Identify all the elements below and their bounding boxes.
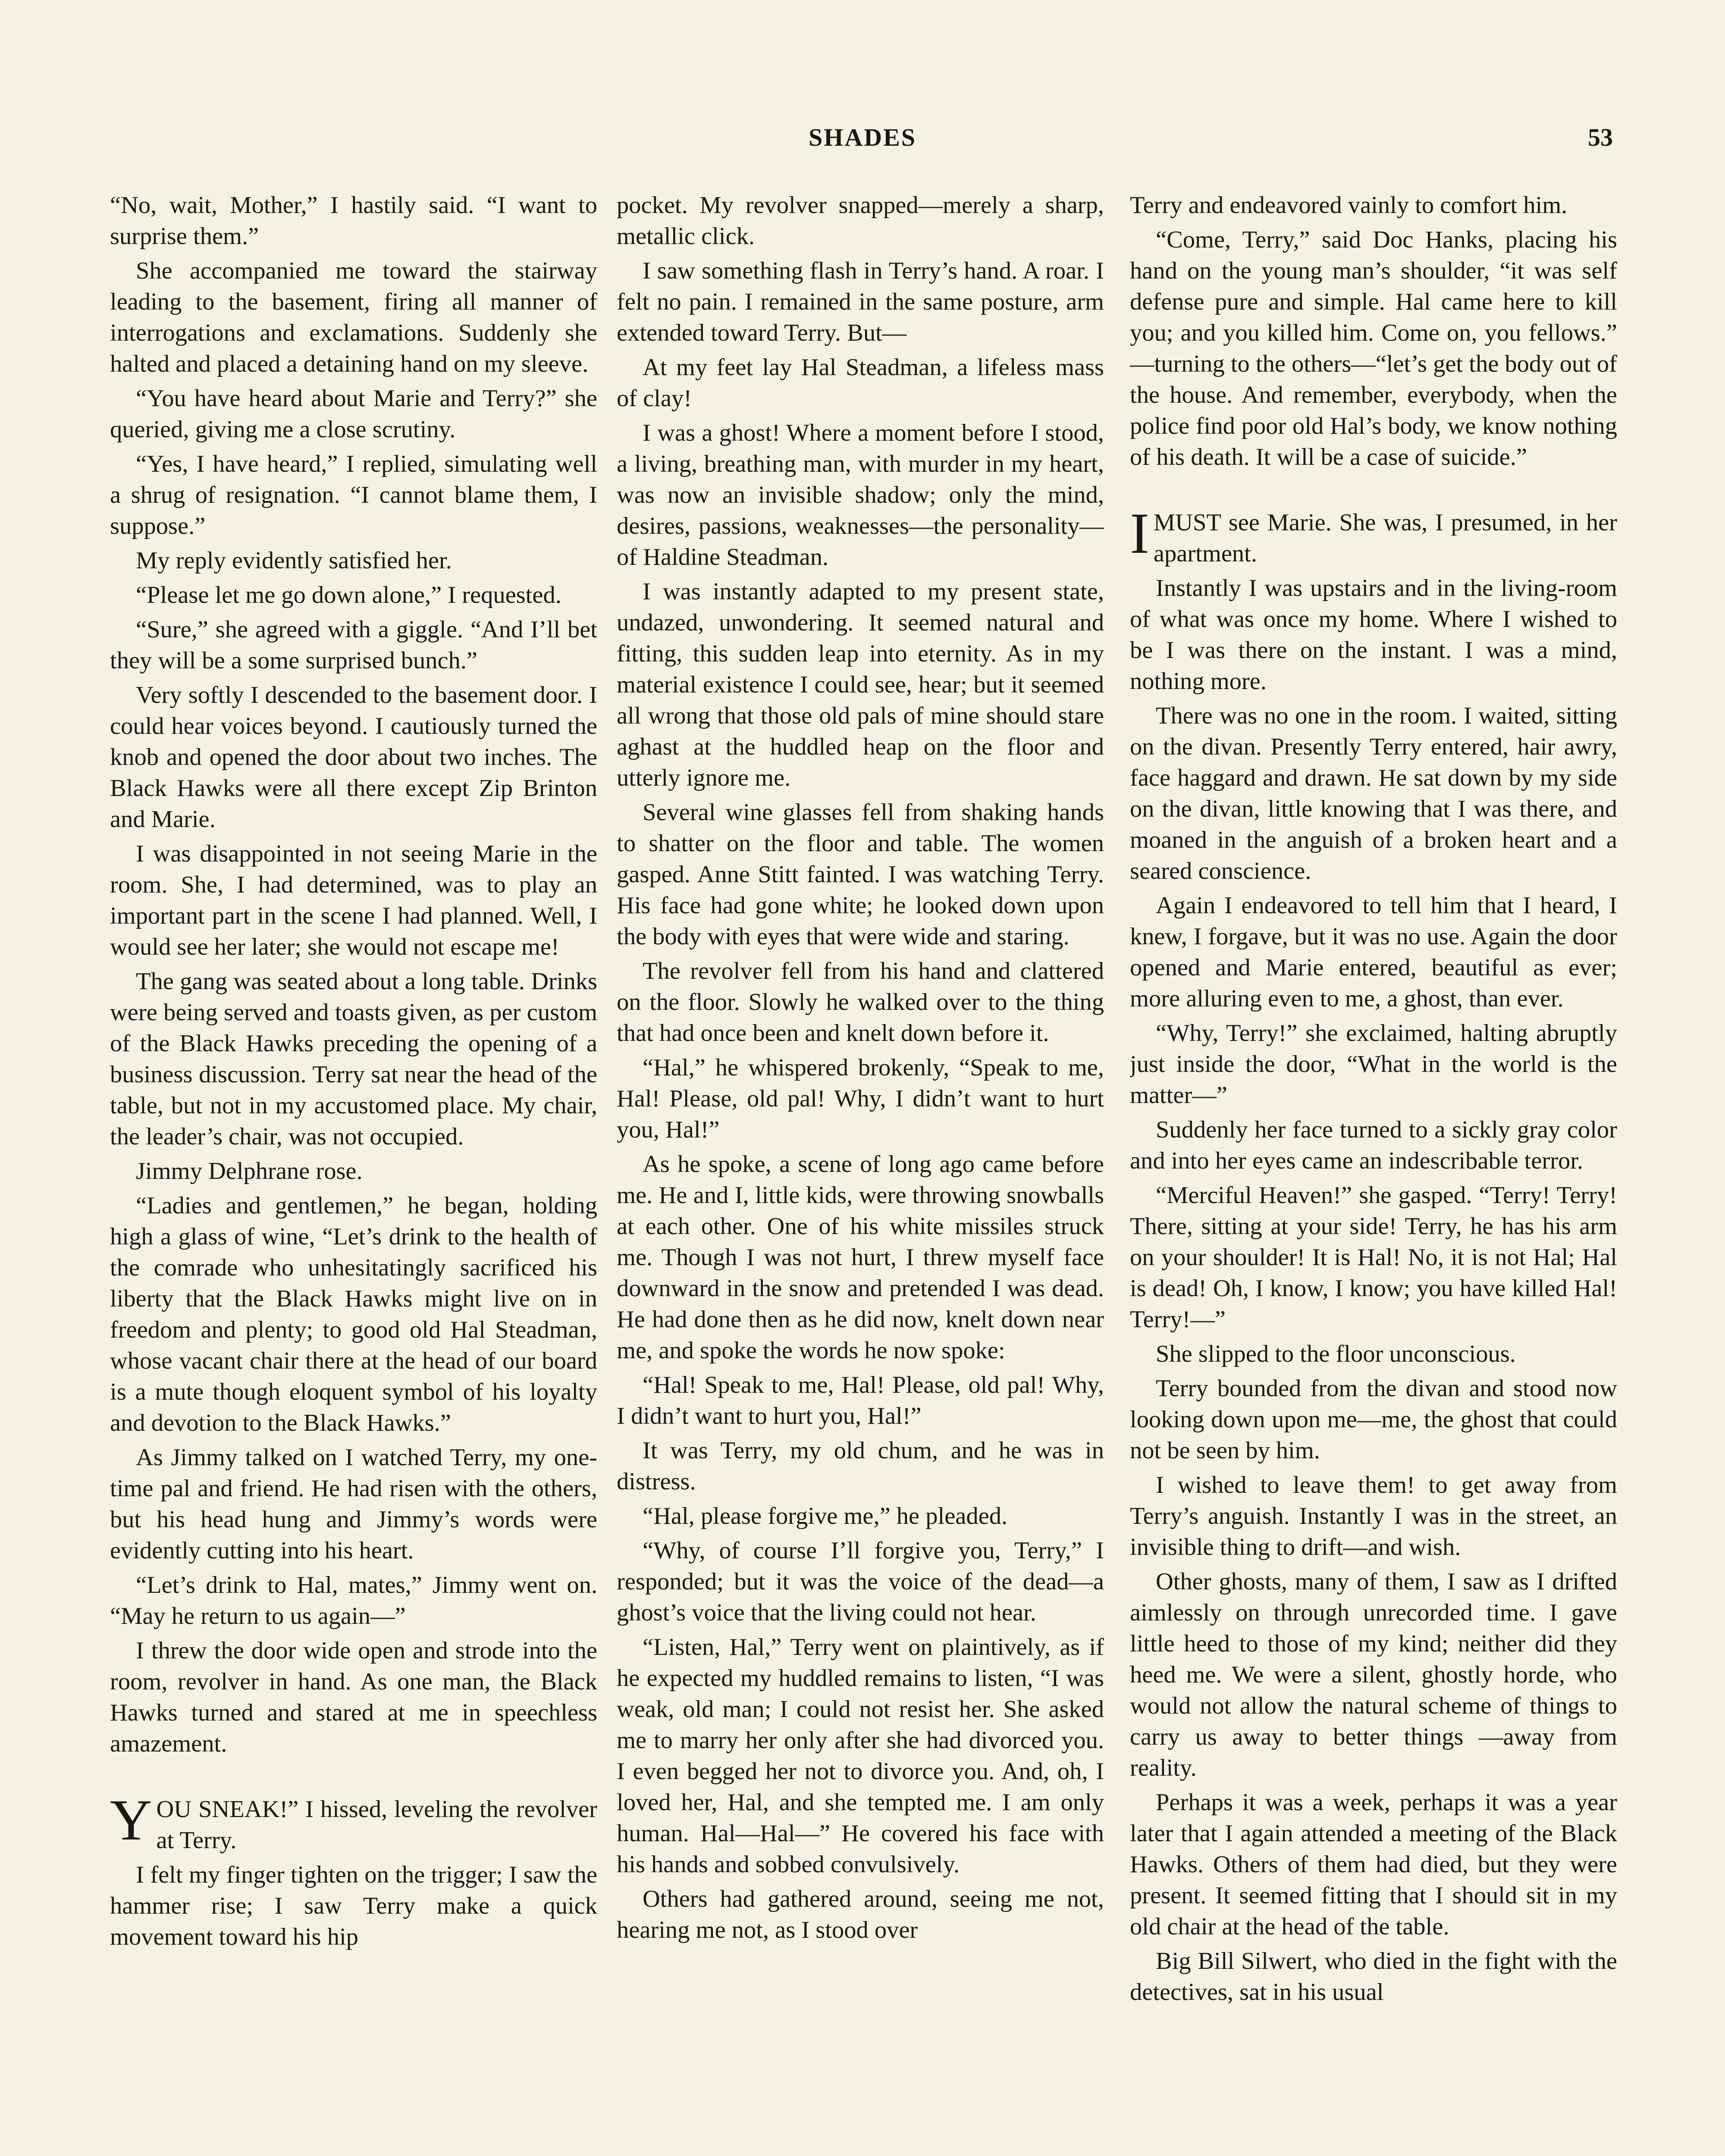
paragraph (617, 1435, 1104, 1497)
paragraph (110, 383, 597, 445)
paragraph (110, 190, 597, 252)
paragraph (617, 190, 1104, 252)
paragraph (110, 255, 597, 379)
paragraph-text: Big Bill Silwert, who died in the fight with the detectives, sat in his usual (1130, 1948, 1617, 2006)
paragraph-text: “Hal! Speak to me, Hal! Please, old pal! Why, I didn’t want to hurt you, Hal!” (617, 1372, 1104, 1429)
paragraph-text: “Sure,” she agreed with a giggle. “And I’ll bet they will be a some surprised bunch.” (110, 616, 597, 674)
paragraph (1130, 573, 1617, 697)
paragraph (1130, 501, 1617, 569)
paragraph-text: pocket. My revolver snapped—merely a sharp, metallic click. (617, 192, 1104, 250)
paragraph-text: I threw the door wide open and strode into the room, revolver in hand. As one man, the Black Hawks turned and stared at me in speechless amazement. (110, 1637, 597, 1757)
drop-cap: I (1130, 501, 1149, 566)
paragraph (617, 1501, 1104, 1532)
paragraph-text: Suddenly her face turned to a sickly gray color and into her eyes came an indescribable terror. (1130, 1116, 1617, 1174)
paragraph-text: She slipped to the floor unconscious. (1156, 1341, 1516, 1367)
paragraph (110, 448, 597, 542)
paragraph-text: As Jimmy talked on I watched Terry, my one-time pal and friend. He had risen with the others, but his head hung and Jimmy’s words were evidently cutting into his heart. (110, 1444, 597, 1564)
paragraph (617, 797, 1104, 952)
paragraph-text: “Why, of course I’ll forgive you, Terry,” I responded; but it was the voice of the dead—a ghost’s voice that the living could not hear. (617, 1537, 1104, 1626)
paragraph-text: There was no one in the room. I waited, sitting on the divan. Presently Terry entered, hair awry, face haggard and drawn. He sat down by my side on the divan, little knowing that I was there, and moaned in the anguish of a broken heart and a seared conscience. (1130, 702, 1617, 884)
paragraph-text: MUST see Marie. She was, I presumed, in her apartment. (1153, 509, 1617, 567)
paragraph (1130, 1338, 1617, 1369)
paragraph-text: As he spoke, a scene of long ago came before me. He and I, little kids, were throwing snowballs at each other. One of his white missiles struck me. Though I was not hurt, I threw myself face downward in the snow and pretended I was dead. He had done then as he did now, knelt down near me, and spoke the words he now spoke: (617, 1151, 1104, 1364)
paragraph-text: Again I endeavored to tell him that I heard, I knew, I forgave, but it was no use. Again the door opened and Marie entered, beautiful as ever; more alluring even to me, a ghost, than ever. (1130, 892, 1617, 1012)
paragraph (110, 545, 597, 576)
paragraph-text: I was a ghost! Where a moment before I stood, a living, breathing man, with murder in my heart, was now an invisible shadow; only the mind, desires, passions, weaknesses—the personality—of Haldine Steadman. (617, 420, 1104, 570)
paragraph-text: I was disappointed in not seeing Marie in the room. She, I had determined, was to play an important part in the scene I had planned. Well, I would see her later; she would not escape me! (110, 840, 597, 960)
paragraph (617, 576, 1104, 793)
paragraph-text: Jimmy Delphrane rose. (136, 1158, 363, 1185)
paragraph-text: Others had gathered around, seeing me not, hearing me not, as I stood over (617, 1886, 1104, 1943)
paragraph (1130, 1787, 1617, 1942)
paragraph-text: Terry and endeavored vainly to comfort him. (1130, 192, 1568, 219)
paragraph (110, 1788, 597, 1856)
paragraph (617, 255, 1104, 348)
paragraph-text: OU SNEAK!” I hissed, leveling the revolver at Terry. (156, 1796, 597, 1854)
paragraph-text: “Hal, please forgive me,” he pleaded. (643, 1503, 1008, 1529)
paragraph-text: “Please let me go down alone,” I requested. (136, 582, 561, 608)
paragraph-text: My reply evidently satisfied her. (136, 547, 452, 574)
paragraph (617, 1369, 1104, 1432)
paragraph-text: Other ghosts, many of them, I saw as I drifted aimlessly on through unrecorded time. I gave little heed to those of my kind; neither did they heed me. We were a silent, ghostly horde, who would not allow the natural scheme of things to carry us away to better things —away from reality. (1130, 1568, 1617, 1781)
paragraph (110, 1570, 597, 1632)
paragraph (110, 838, 597, 962)
paragraph-text: “Listen, Hal,” Terry went on plaintively, as if he expected my huddled remains to listen, “I was weak, old man; I could not resist her. She asked me to marry her only after she had divorced you. I even begged her not to divorce you. And, oh, I loved her, Hal, and she tempted me. I am only human. Hal—Hal—” He covered his face with his hands and sobbed convulsively. (617, 1634, 1104, 1878)
paragraph-text: “Hal,” he whispered brokenly, “Speak to me, Hal! Please, old pal! Why, I didn’t want to hurt you, Hal!” (617, 1054, 1104, 1143)
paragraph-text: “Ladies and gentlemen,” he began, holding high a glass of wine, “Let’s drink to the health of the comrade who unhesitatingly sacrificed his liberty that the Black Hawks might live on in freedom and plenty; to good old Hal Steadman, whose vacant chair there at the head of our board is a mute though eloquent symbol of his loyalty and devotion to the Black Hawks.” (110, 1192, 597, 1436)
paragraph (1130, 1180, 1617, 1335)
paragraph-text: “No, wait, Mother,” I hastily said. “I want to surprise them.” (110, 192, 597, 250)
paragraph-text: I wished to leave them! to get away from Terry’s anguish. Instantly I was in the street, an invisible thing to drift—and wish. (1130, 1472, 1617, 1561)
paragraph (110, 1156, 597, 1187)
paragraph-text: At my feet lay Hal Steadman, a lifeless mass of clay! (617, 354, 1104, 412)
paragraph (617, 1883, 1104, 1946)
paragraph (1130, 1566, 1617, 1783)
paragraph (110, 966, 597, 1152)
paragraph (617, 1535, 1104, 1628)
text-column-left (110, 190, 597, 2156)
paragraph (1130, 1470, 1617, 1563)
text-column-right (1130, 190, 1617, 2156)
paragraph-text: The gang was seated about a long table. Drinks were being served and toasts given, as per custom of the Black Hawks preceding the opening of a business discussion. Terry sat near the head of the table, but not in my accustomed place. My chair, the leader’s chair, was not occupied. (110, 968, 597, 1150)
paragraph (617, 417, 1104, 573)
text-column-middle (617, 190, 1104, 2156)
paragraph (617, 352, 1104, 414)
paragraph-text: “Come, Terry,” said Doc Hanks, placing his hand on the young man’s shoulder, “it was self defense pure and simple. Hal came here to kill you; and you killed him. Come on, you fellows.” —turning to the others—“let’s get the body out of the house. And remember, everybody, when the police find poor old Hal’s body, we know nothing of his death. It will be a case of suicide.” (1130, 226, 1617, 470)
paragraph (1130, 190, 1617, 221)
paragraph (1130, 890, 1617, 1014)
paragraph (1130, 1018, 1617, 1111)
paragraph-text: Very softly I descended to the basement door. I could hear voices beyond. I cautiously turned the knob and opened the door about two inches. The Black Hawks were all there except Zip Brinton and Marie. (110, 682, 597, 833)
paragraph-text: Instantly I was upstairs and in the living-room of what was once my home. Where I wished to be I was there on the instant. I was a mind, nothing more. (1130, 575, 1617, 695)
paragraph (617, 956, 1104, 1049)
paragraph (1130, 224, 1617, 473)
paragraph (110, 1635, 597, 1759)
drop-cap: Y (110, 1788, 152, 1852)
paragraph (617, 1149, 1104, 1366)
paragraph (110, 1190, 597, 1438)
paragraph-text: Perhaps it was a week, perhaps it was a year later that I again attended a meeting of the Black Hawks. Others of them had died, but they were present. It seemed fitting that I should sit in my old chair at the head of the table. (1130, 1789, 1617, 1940)
paragraph-text: I was instantly adapted to my present state, undazed, unwondering. It seemed natural and fitting, this sudden leap into eternity. As in my material existence I could see, hear; but it seemed all wrong that those old pals of mine should stare aghast at the huddled heap on the floor and utterly ignore me. (617, 578, 1104, 791)
paragraph-text: “Merciful Heaven!” she gasped. “Terry! Terry! There, sitting at your side! Terry, he has his arm on your shoulder! It is Hal! No, it is not Hal; Hal is dead! Oh, I know, I know; you have killed Hal! Terry!—” (1130, 1182, 1617, 1333)
running-title: SHADES (808, 123, 917, 151)
paragraph (110, 580, 597, 611)
paragraph (110, 680, 597, 835)
paragraph (1130, 1946, 1617, 2008)
paragraph (110, 1859, 597, 1952)
paragraph (1130, 1114, 1617, 1176)
page-header (108, 123, 1617, 162)
paragraph-text: Several wine glasses fell from shaking hands to shatter on the floor and table. The women gasped. Anne Stitt fainted. I was watching Terry. His face had gone white; he looked down upon the body with eyes that were wide and staring. (617, 799, 1104, 950)
paragraph-text: The revolver fell from his hand and clattered on the floor. Slowly he walked over to the thing that had once been and knelt down before it. (617, 958, 1104, 1047)
paragraph-text: “You have heard about Marie and Terry?” she queried, giving me a close scrutiny. (110, 385, 597, 443)
paragraph-text: “Yes, I have heard,” I replied, simulating well a shrug of resignation. “I cannot blame them, I suppose.” (110, 451, 597, 539)
paragraph-text: “Let’s drink to Hal, mates,” Jimmy went on. “May he return to us again—” (110, 1572, 597, 1630)
paragraph (1130, 700, 1617, 887)
paragraph (1130, 1373, 1617, 1466)
paragraph-text: She accompanied me toward the stairway leading to the basement, firing all manner of interrogations and exclamations. Suddenly she halted and placed a detaining hand on my sleeve. (110, 257, 597, 377)
page-number: 53 (1588, 123, 1613, 151)
paragraph (617, 1052, 1104, 1145)
paragraph (617, 1632, 1104, 1880)
paragraph (110, 1442, 597, 1566)
paragraph-text: I saw something flash in Terry’s hand. A roar. I felt no pain. I remained in the same posture, arm extended toward Terry. But— (617, 257, 1104, 346)
paragraph-text: It was Terry, my old chum, and he was in distress. (617, 1437, 1104, 1495)
paragraph (110, 614, 597, 676)
paragraph-text: Terry bounded from the divan and stood now looking down upon me—me, the ghost that could not be seen by him. (1130, 1375, 1617, 1464)
paragraph-text: “Why, Terry!” she exclaimed, halting abruptly just inside the door, “What in the world is the matter—” (1130, 1020, 1617, 1109)
paragraph-text: I felt my finger tighten on the trigger; I saw the hammer rise; I saw Terry make a quick movement toward his hip (110, 1861, 597, 1950)
